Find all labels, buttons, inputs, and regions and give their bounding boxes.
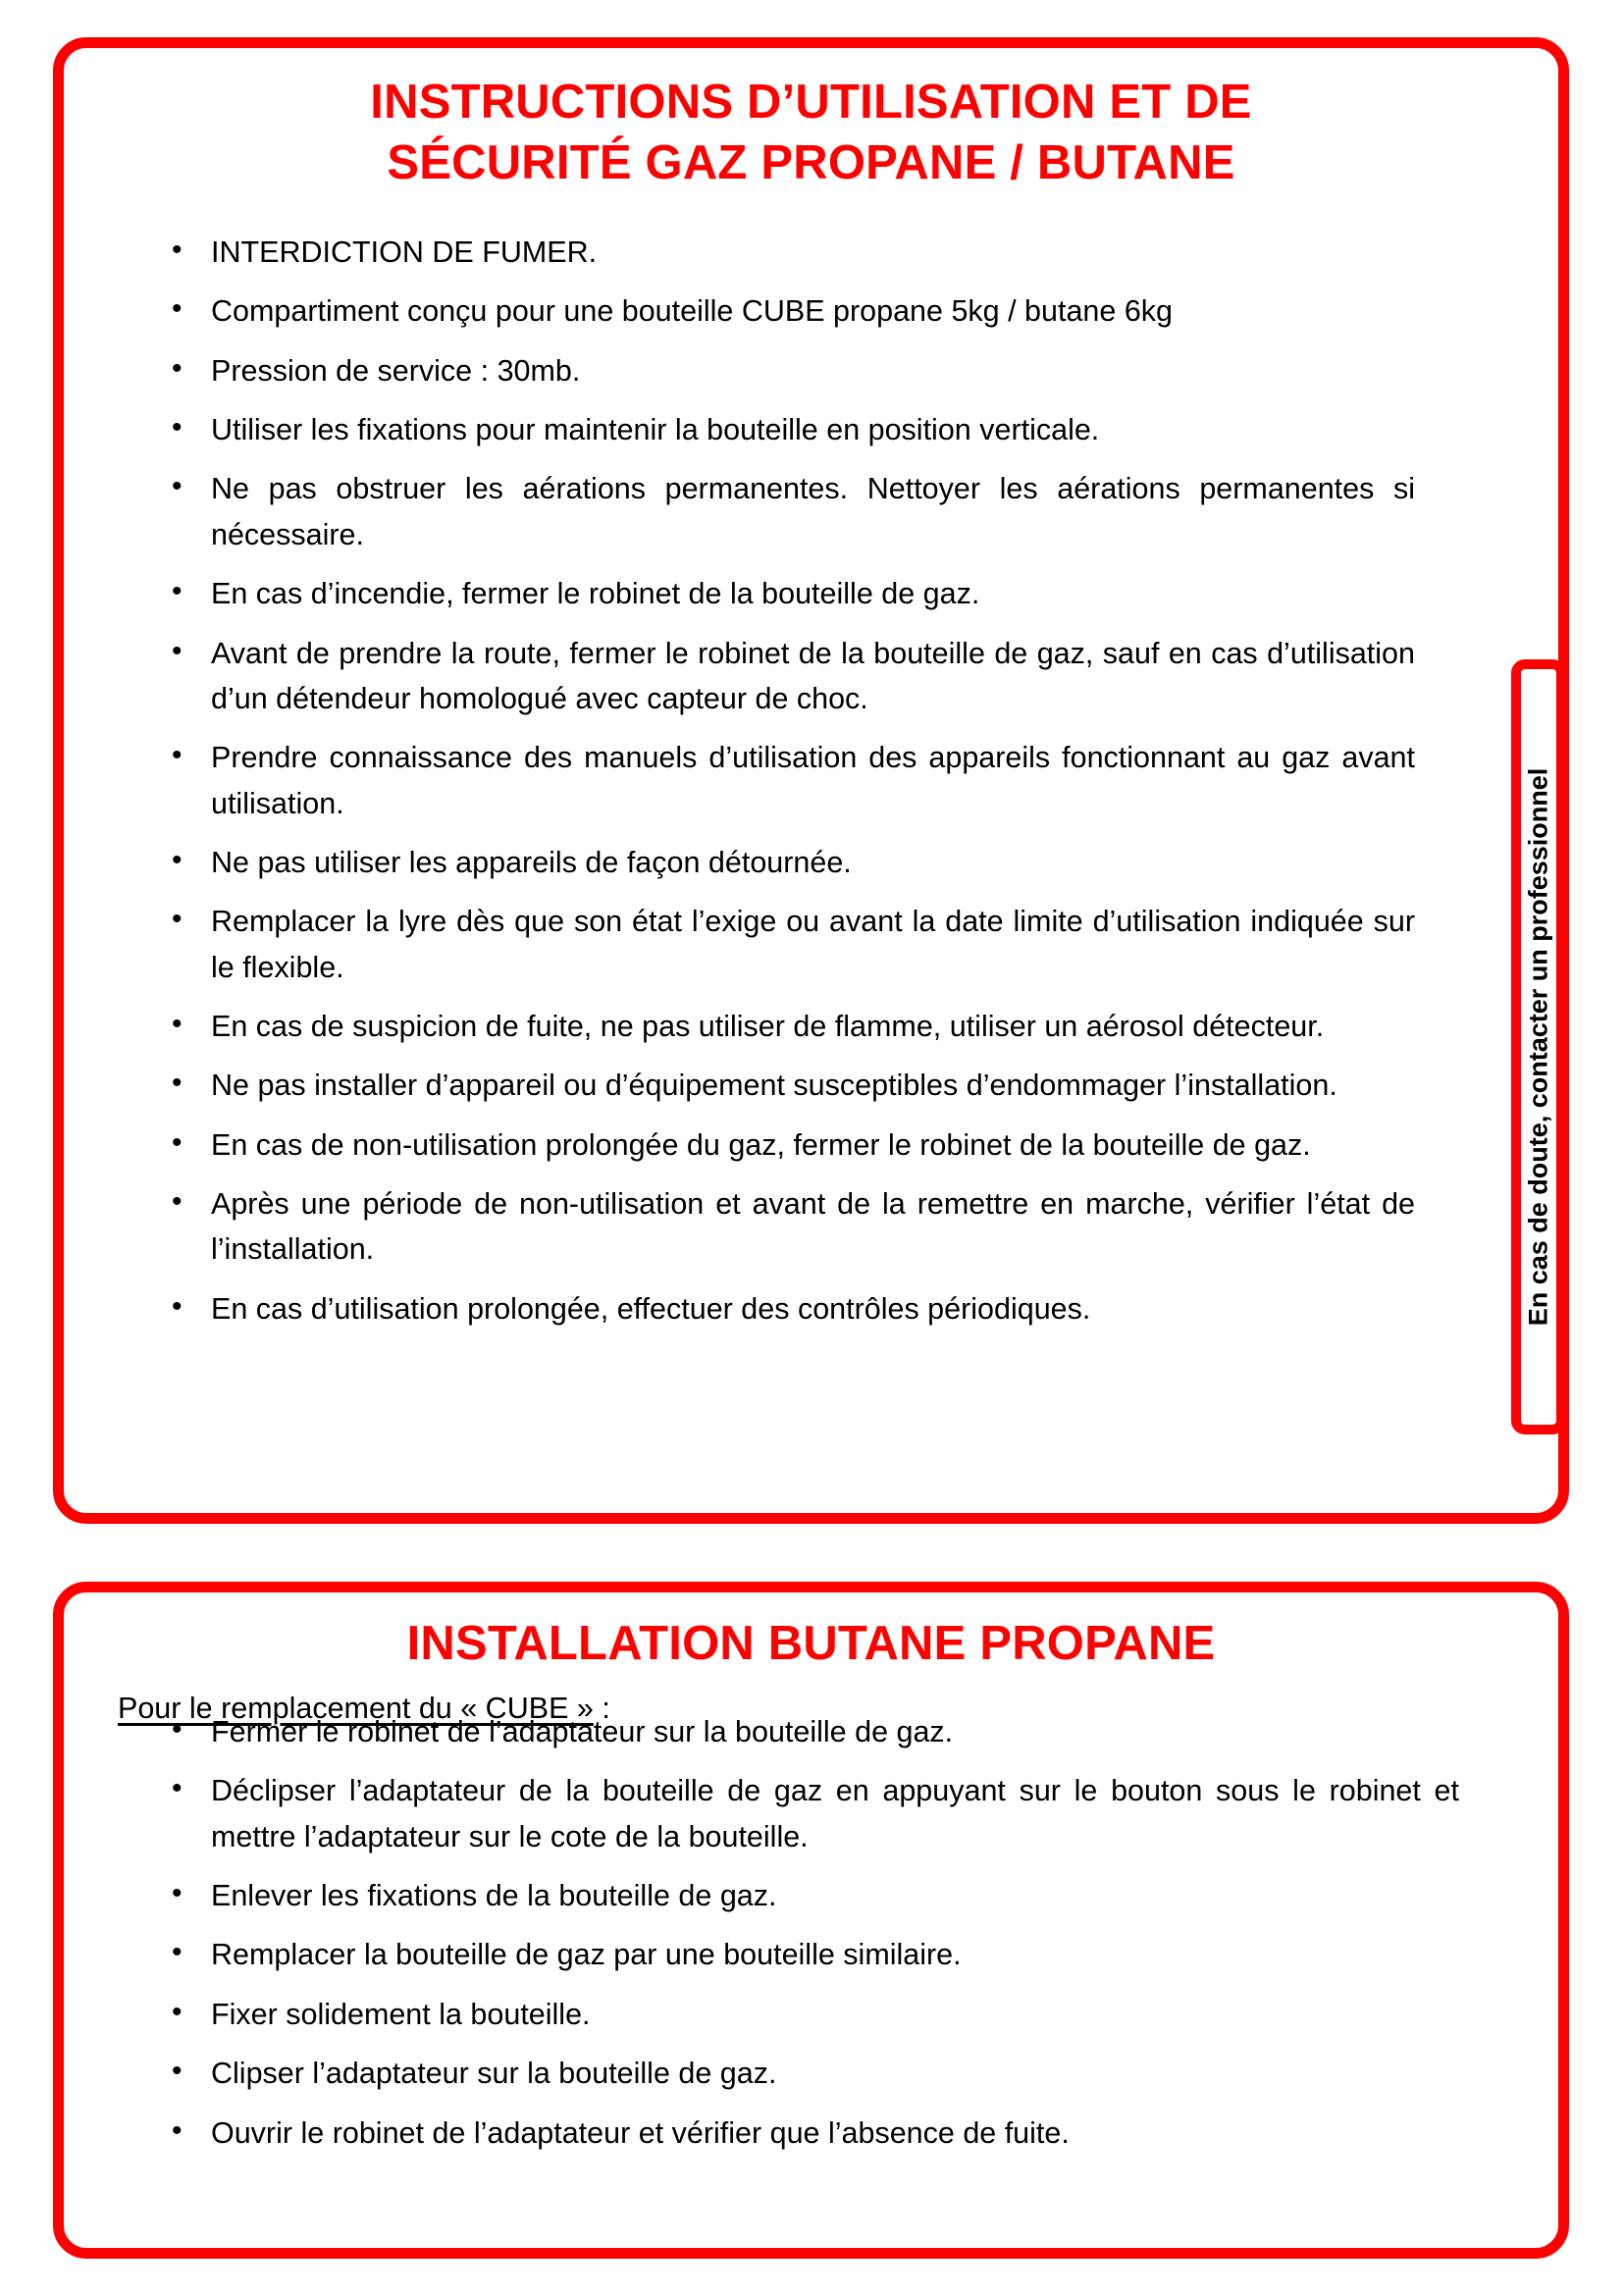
installation-bullet-list xyxy=(154,1709,1459,2156)
list-item xyxy=(154,1063,1415,1108)
instructions-panel xyxy=(53,37,1569,1524)
list-item-text: Fermer le robinet de l’adaptateur sur la bouteille de gaz. xyxy=(211,1715,954,1748)
page-title-line-2: SÉCURITÉ GAZ PROPANE / BUTANE xyxy=(387,135,1235,189)
list-item-text: Prendre connaissance des manuels d’utilisation des appareils fonctionnant au gaz avant utilisation. xyxy=(211,741,1415,820)
page-title xyxy=(64,48,1558,193)
list-item xyxy=(154,2111,1459,2156)
list-item xyxy=(154,840,1415,885)
list-item xyxy=(154,571,1415,616)
list-item xyxy=(154,2051,1459,2096)
list-item-text: Fixer solidement la bouteille. xyxy=(211,1997,591,2031)
instructions-bullet-list xyxy=(154,230,1415,1331)
list-item xyxy=(154,230,1415,275)
list-item xyxy=(154,1932,1459,1977)
list-item xyxy=(154,631,1415,722)
list-item-text: Ouvrir le robinet de l’adaptateur et vérifier que l’absence de fuite. xyxy=(211,2115,1070,2150)
list-item xyxy=(154,1004,1415,1049)
list-item-text: En cas d’incendie, fermer le robinet de la bouteille de gaz. xyxy=(211,577,980,611)
list-item xyxy=(154,1181,1415,1273)
list-item-text: Enlever les fixations de la bouteille de gaz. xyxy=(211,1879,777,1913)
list-item xyxy=(154,466,1415,557)
list-item xyxy=(154,348,1415,393)
list-item-text: Pression de service : 30mb. xyxy=(211,353,581,388)
list-item xyxy=(154,735,1415,826)
list-item-text: Ne pas installer d’appareil ou d’équipement susceptibles d’endommager l’installation. xyxy=(211,1069,1337,1103)
list-item-text: Avant de prendre la route, fermer le robinet de la bouteille de gaz, sauf en cas d’utilisation d’un détendeur homologué avec capteur de choc. xyxy=(211,636,1415,715)
list-item xyxy=(154,899,1415,990)
list-item xyxy=(154,1768,1459,1859)
list-item-text: Remplacer la bouteille de gaz par une bouteille similaire. xyxy=(211,1938,962,1972)
list-item xyxy=(154,1122,1415,1168)
list-item xyxy=(154,1709,1459,1754)
page-title-line-1: INSTRUCTIONS D’UTILISATION ET DE xyxy=(370,76,1252,129)
list-item-text: Après une période de non-utilisation et avant de la remettre en marche, vérifier l’état de l’installation. xyxy=(211,1187,1415,1267)
list-item-text: Ne pas obstruer les aérations permanentes. Nettoyer les aérations permanentes si nécessaire. xyxy=(211,472,1415,551)
list-item-text: INTERDICTION DE FUMER. xyxy=(211,235,598,269)
side-note-box xyxy=(1511,659,1566,1434)
installation-intro-suffix: : xyxy=(593,1691,610,1725)
list-item-text: En cas de non-utilisation prolongée du gaz, fermer le robinet de la bouteille de gaz. xyxy=(211,1127,1311,1162)
list-item-text: Clipser l’adaptateur sur la bouteille de gaz. xyxy=(211,2057,777,2091)
installation-panel xyxy=(53,1582,1569,2259)
list-item xyxy=(154,1873,1459,1918)
list-item-text: Remplacer la lyre dès que son état l’exige ou avant la date limite d’utilisation indiquée sur le flexible. xyxy=(211,905,1415,984)
list-item xyxy=(154,288,1415,334)
list-item-text: En cas de suspicion de fuite, ne pas utiliser de flamme, utiliser un aérosol détecteur. xyxy=(211,1010,1325,1044)
list-item-text: Compartiment conçu pour une bouteille CUBE propane 5kg / butane 6kg xyxy=(211,294,1173,329)
list-item xyxy=(154,407,1415,452)
section-title-installation: INSTALLATION BUTANE PROPANE xyxy=(406,1617,1216,1670)
list-item-text: En cas d’utilisation prolongée, effectuer des contrôles périodiques. xyxy=(211,1291,1091,1326)
list-item-text: Utiliser les fixations pour maintenir la bouteille en position verticale. xyxy=(211,413,1100,447)
installation-intro-underlined: Pour le remplacement du « CUBE » xyxy=(118,1691,594,1725)
side-note-text: En cas de doute, contacter un professionnel xyxy=(1523,767,1553,1327)
list-item xyxy=(154,1992,1459,2037)
list-item xyxy=(154,1286,1415,1331)
list-item-text: Ne pas utiliser les appareils de façon détournée. xyxy=(211,845,852,879)
list-item-text: Déclipser l’adaptateur de la bouteille de gaz en appuyant sur le bouton sous le robinet et mettre l’adaptateur sur le cote de la bouteille. xyxy=(211,1774,1459,1853)
